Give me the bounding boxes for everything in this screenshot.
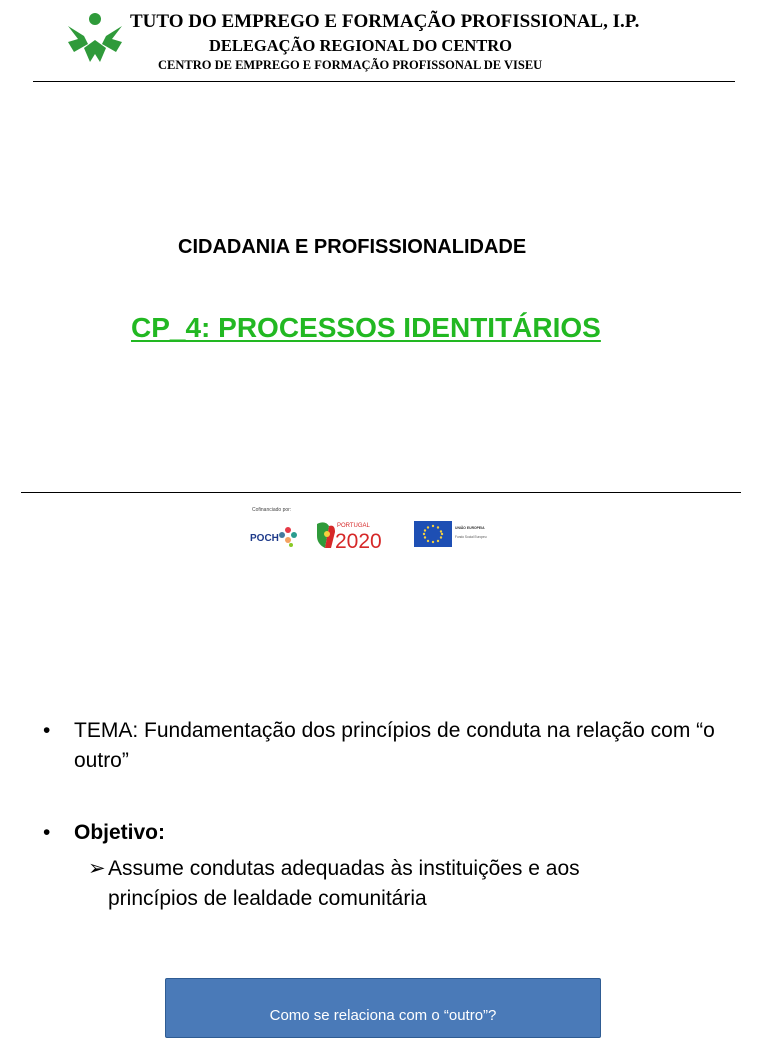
eu-flag-icon <box>414 519 504 551</box>
module-title: CP_4: PROCESSOS IDENTITÁRIOS <box>131 312 601 343</box>
portugal2020-main-text: 2020 <box>335 530 382 552</box>
poch-logo-text: POCH <box>250 533 279 544</box>
funding-divider <box>21 492 741 493</box>
header-institute-name: TUTO DO EMPREGO E FORMAÇÃO PROFISSIONAL, I.P. <box>130 11 640 32</box>
question-callout-label: Como se relaciona com o “outro”? <box>269 1007 497 1024</box>
header-delegation: DELEGAÇÃO REGIONAL DO CENTRO <box>209 36 513 55</box>
course-subject: CIDADANIA E PROFISSIONALIDADE <box>178 236 527 258</box>
bullet-icon: • <box>43 821 51 844</box>
header-centre: CENTRO DE EMPREGO E FORMAÇÃO PROFISSONAL DE VISEU <box>158 58 543 72</box>
arrow-bullet-icon: ➢ <box>88 857 106 880</box>
objective-line-1: Assume condutas adequadas às instituições e aos <box>108 857 580 880</box>
eu-top-text: UNIÃO EUROPEIA <box>455 526 485 530</box>
theme-text: TEMA: Fundamentação dos princípios de conduta na relação com “o outro” <box>74 719 715 772</box>
question-callout-box <box>165 978 601 1038</box>
iefp-logo-icon <box>64 12 126 66</box>
bullet-icon: • <box>43 719 51 742</box>
objective-line-2: princípios de lealdade comunitária <box>108 887 427 910</box>
portugal2020-logo-icon <box>315 518 403 552</box>
cofinanced-label: Cofinanciado por: <box>252 507 292 513</box>
objective-heading: Objetivo: <box>74 821 166 844</box>
header-divider <box>33 81 735 82</box>
poch-logo-icon <box>250 521 300 551</box>
eu-bottom-text: Fundo Social Europeu <box>455 535 487 539</box>
portugal2020-top-text: PORTUGAL <box>337 523 370 529</box>
